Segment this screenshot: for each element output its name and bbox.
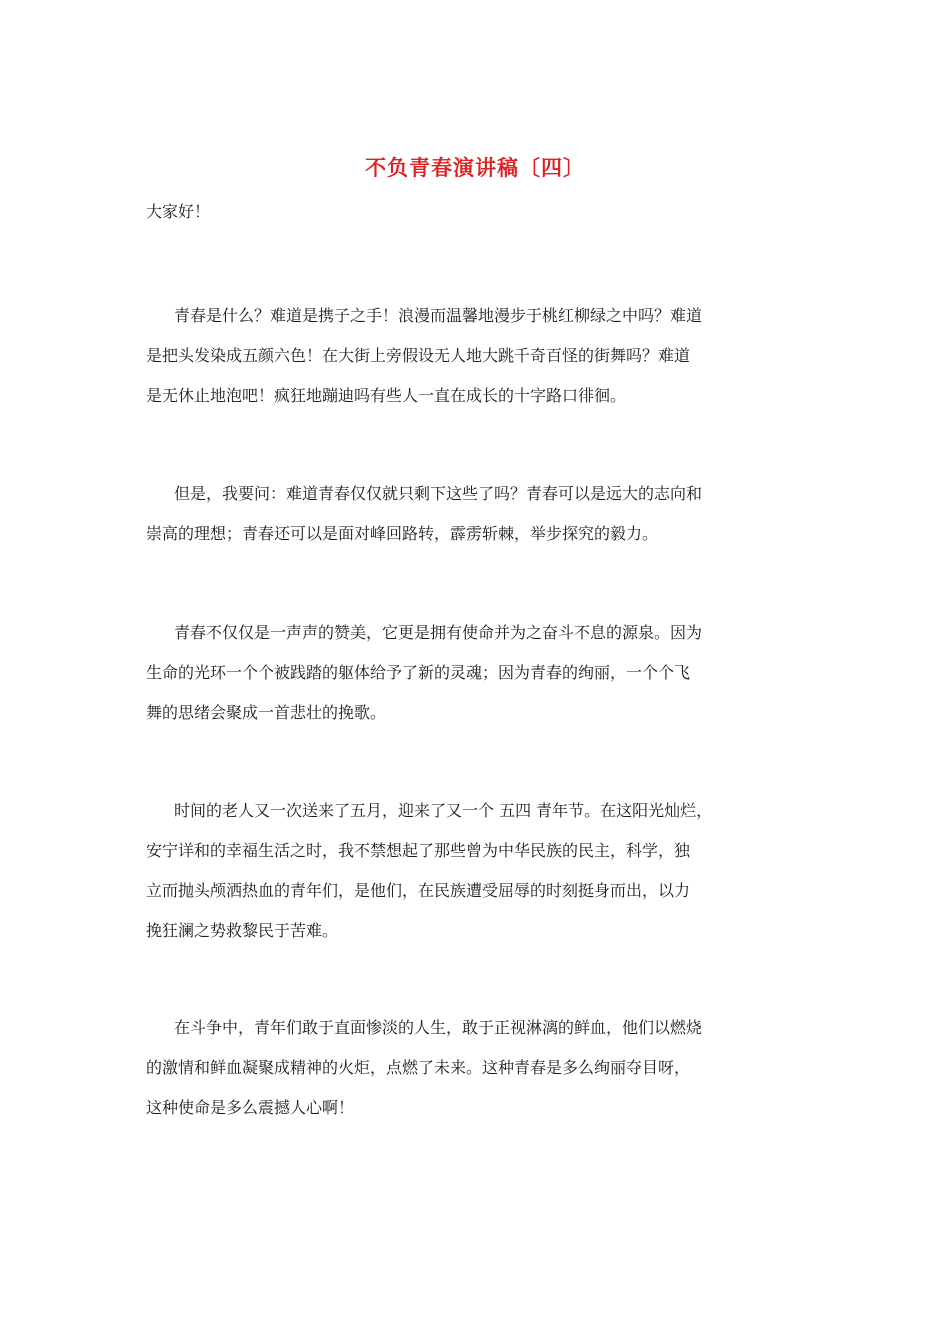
paragraph-line: 但是，我要问：难道青春仅仅就只剩下这些了吗？青春可以是远大的志向和 (174, 484, 703, 503)
paragraph-4 (146, 799, 826, 959)
paragraph-line: 挽狂澜之势救黎民于苦难。 (146, 921, 339, 940)
paragraph-2 (146, 482, 826, 562)
paragraph-line: 这种使命是多么震撼人心啊！ (146, 1098, 355, 1117)
paragraph-1 (146, 304, 826, 424)
paragraph-line: 舞的思绪会聚成一首悲壮的挽歌。 (146, 703, 387, 722)
paragraph-line: 是把头发染成五颜六色！在大街上旁假设无人地大跳千奇百怪的街舞吗？难道 (146, 346, 691, 365)
paragraph-line: 青春是什么？难道是携子之手！浪漫而温馨地漫步于桃红柳绿之中吗？难道 (174, 306, 703, 325)
paragraph-line: 青春不仅仅是一声声的赞美，它更是拥有使命并为之奋斗不息的源泉。因为 (174, 623, 703, 642)
paragraph-line: 崇高的理想；青春还可以是面对峰回路转，霹雳斩棘，举步探究的毅力。 (146, 524, 659, 543)
paragraph-3 (146, 621, 826, 741)
paragraph-line: 生命的光环一个个被践踏的躯体给予了新的灵魂；因为青春的绚丽，一个个飞 (146, 663, 691, 682)
paragraph-line: 安宁详和的幸福生活之时，我不禁想起了那些曾为中华民族的民主，科学，独 (146, 841, 691, 860)
greeting-text: 大家好！ (146, 202, 211, 221)
paragraph-line: 立而抛头颅洒热血的青年们，是他们，在民族遭受屈辱的时刻挺身而出，以力 (146, 881, 691, 900)
paragraph-line: 时间的老人又一次送来了五月，迎来了又一个 五四 青年节。在这阳光灿烂， (174, 801, 713, 820)
paragraph-line: 是无休止地泡吧！疯狂地蹦迪吗有些人一直在成长的十字路口徘徊。 (146, 386, 627, 405)
page-title: 不负青春演讲稿〔四〕 (365, 156, 585, 180)
paragraph-line: 在斗争中，青年们敢于直面惨淡的人生，敢于正视淋漓的鲜血，他们以燃烧 (174, 1018, 703, 1037)
paragraph-5 (146, 1016, 826, 1136)
paragraph-line: 的激情和鲜血凝聚成精神的火炬，点燃了未来。这种青春是多么绚丽夺目呀， (146, 1058, 691, 1077)
